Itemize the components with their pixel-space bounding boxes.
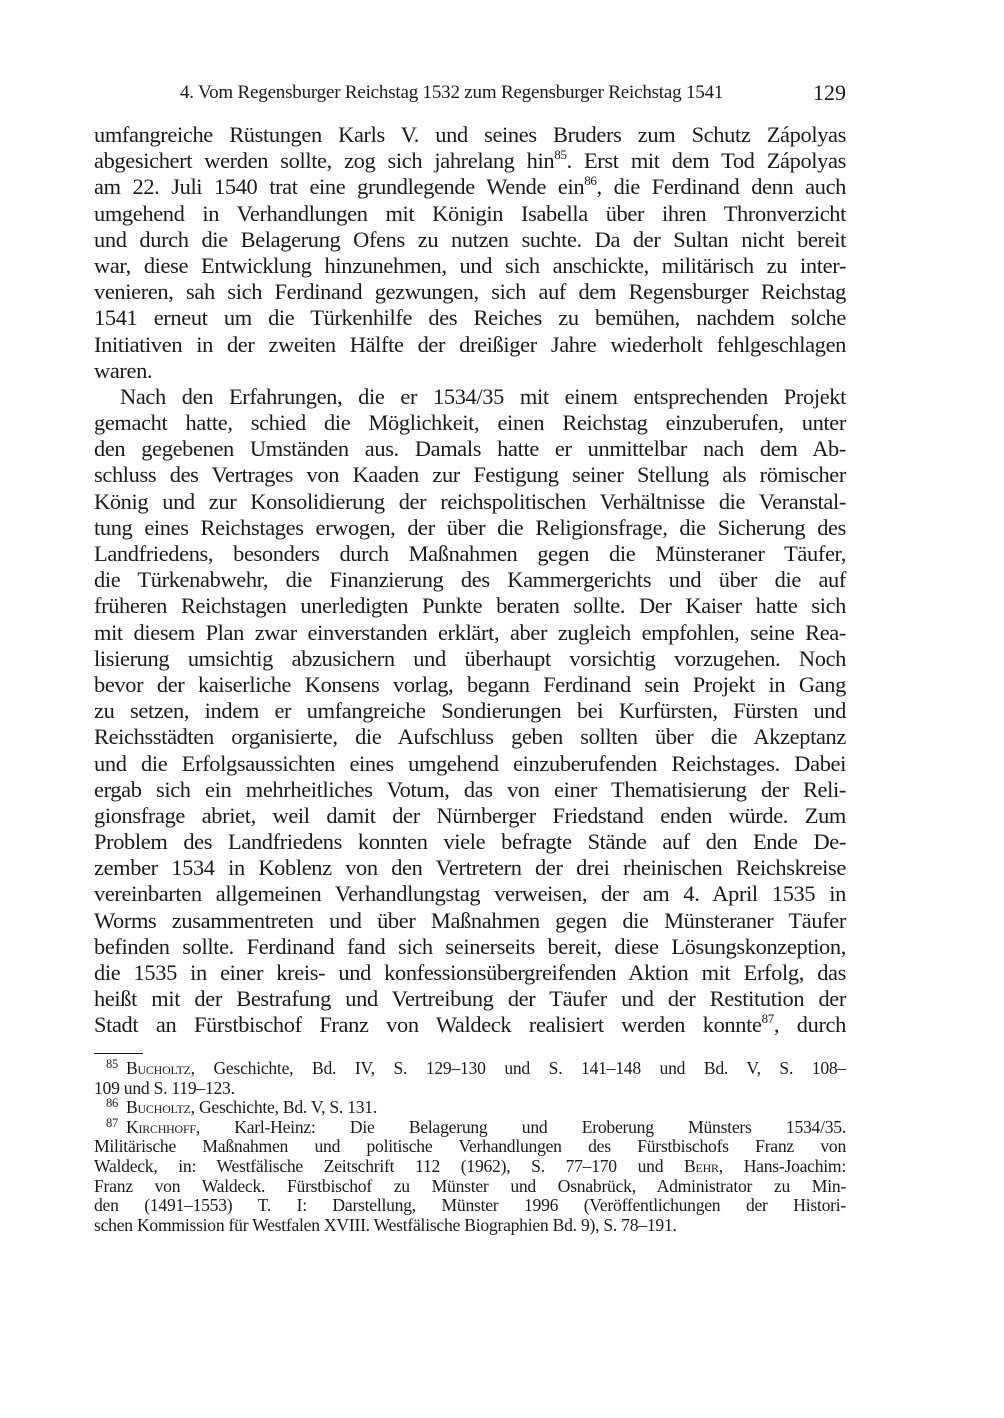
author-name: Bucholtz: [126, 1097, 191, 1118]
text-line: gionsfrage abriet, weil damit der Nürnberger Friedstand enden würde. Zum: [94, 802, 846, 828]
author-name: Bucholtz: [126, 1058, 191, 1078]
text-line: Landfriedens, besonders durch Maßnahmen gegen die Münsteraner Täufer,: [94, 541, 846, 566]
text-line: Nach den Erfahrungen, die er 1534/35 mit einem entsprechenden Projekt: [120, 383, 846, 409]
text-line: venieren, sah sich Ferdinand gezwungen, sich auf dem Regensburger Reichstag: [94, 279, 846, 305]
text-line: Reichsstädten organisierte, die Aufschluss geben sollten über die Akzeptanz: [94, 724, 846, 750]
footnote-86: $^{86}$ Bucholtz, Geschichte, Bd. V, S. 131.: [106, 1096, 378, 1118]
footnote-85: $^{85}$ Bucholtz, Geschichte, Bd. IV, S. 129–130 und S. 141–148 und Bd. V, S. 108–: [106, 1057, 846, 1078]
text-line: bevor der kaiserliche Konsens vorlag, begann Ferdinand sein Projekt in Gang: [94, 671, 846, 697]
footnote-number: 86: [106, 1096, 118, 1111]
footnote-ref-87[interactable]: 87: [761, 1011, 774, 1027]
text-line: mit diesem Plan zwar einverstanden erklärt, aber zugleich empfohlen, seine Rea-: [94, 619, 846, 645]
text-line: schluss des Vertrages von Kaaden zur Festigung seiner Stellung als römischer: [94, 462, 846, 488]
text-line: Initiativen in der zweiten Hälfte der dreißiger Jahre wiederholt fehlgeschlagen: [94, 331, 846, 357]
text-line: Problem des Landfriedens konnten viele befragte Stände auf den Ende De-: [94, 829, 846, 855]
footnote-line: Franz von Waldeck. Fürstbischof zu Münster und Osnabrück, Administrator zu Min-: [94, 1175, 846, 1196]
footnote-line: 109 und S. 119–123.: [94, 1077, 235, 1098]
text-line: und durch die Belagerung Ofens zu nutzen suchte. Da der Sultan nicht bereit: [94, 226, 846, 252]
text-line: die Türkenabwehr, die Finanzierung des Kammergerichts und über die auf: [94, 567, 846, 593]
text-line: am 22. Juli 1540 trat eine grundlegende Wende ein$^{86}$, die Ferdinand denn auch: [94, 173, 847, 200]
author-name: Kirchhoff: [126, 1116, 196, 1137]
footnote-divider: [94, 1053, 143, 1054]
text-line: ergab sich ein mehrheitliches Votum, das von einer Thematisierung der Reli-: [94, 776, 846, 802]
text-line: zu setzen, indem er umfangreiche Sondierungen bei Kurfürsten, Fürsten und: [94, 698, 846, 724]
text-line: befinden sollte. Ferdinand fand sich seinerseits bereit, diese Lösungskonzeption,: [94, 933, 846, 959]
text-line: umfangreiche Rüstungen Karls V. und seines Bruders zum Schutz Zápolyas: [94, 122, 846, 147]
text-line: den gegebenen Umständen aus. Damals hatte er unmittelbar nach dem Ab-: [94, 436, 846, 462]
author-name: Behr: [684, 1155, 719, 1176]
text-line: heißt mit der Bestrafung und Vertreibung der Täufer und der Restitution der: [94, 986, 846, 1012]
text-line: lisierung umsichtig abzusichern und überhaupt vorsichtig vorzugehen. Noch: [94, 645, 846, 671]
footnote-ref-86[interactable]: 86: [584, 173, 597, 189]
text-line: früheren Reichstagen unerledigten Punkte beraten sollte. Der Kaiser hatte sich: [94, 593, 846, 619]
footnote-87: $^{87}$ Kirchhoff, Karl-Heinz: Die Belagerung und Eroberung Münsters 1534/35.: [106, 1115, 846, 1137]
footnote-number: 87: [106, 1115, 118, 1130]
main-text: [94, 122, 846, 1039]
text-line: tung eines Reichstages erwogen, der über die Religionsfrage, die Sicherung des: [94, 514, 846, 540]
text-line: Stadt an Fürstbischof Franz von Waldeck realisiert werden konnte$^{87}$, durch: [94, 1011, 846, 1038]
running-head: [94, 80, 846, 108]
footnote-line: Waldeck, in: Westfälische Zeitschrift 112 (1962), S. 77–170 und Behr, Hans-Joachim:: [94, 1155, 846, 1176]
text-line: umgehend in Verhandlungen mit Königin Isabella über ihren Thronverzicht: [94, 200, 846, 226]
text-line: 1541 erneut um die Türkenhilfe des Reiches zu bemühen, nachdem solche: [94, 305, 846, 331]
page-number: 129: [813, 80, 846, 105]
text-line: gemacht hatte, schied die Möglichkeit, einen Reichstag einzuberufen, unter: [94, 410, 846, 436]
footnote-line: Militärische Maßnahmen und politische Verhandlungen des Fürstbischofs Franz von: [94, 1136, 846, 1157]
text-line: vereinbarten allgemeinen Verhandlungstag verweisen, der am 4. April 1535 in: [94, 881, 846, 907]
text-line: zember 1534 in Koblenz von den Vertretern der drei rheinischen Reichskreise: [94, 855, 846, 881]
footnote-line: den (1491–1553) T. I: Darstellung, Münster 1996 (Veröffentlichungen der Histori-: [94, 1195, 846, 1216]
text-line: Worms zusammentreten und über Maßnahmen gegen die Münsteraner Täufer: [94, 907, 846, 933]
text-line: König und zur Konsolidierung der reichspolitischen Verhältnisse die Veranstal-: [94, 488, 846, 514]
text-line: war, diese Entwicklung hinzunehmen, und sich anschickte, militärisch zu inter-: [94, 252, 846, 278]
footnote-number: 85: [106, 1057, 118, 1071]
text-line: waren.: [94, 357, 153, 383]
text-line: die 1535 in einer kreis- und konfessionsübergreifenden Aktion mit Erfolg, das: [94, 960, 846, 985]
text-line: abgesichert werden sollte, zog sich jahrelang hin$^{85}$. Erst mit dem Tod Zápolyas: [94, 147, 846, 174]
footnote-line: schen Kommission für Westfalen XVIII. Westfälische Biographien Bd. 9), S. 78–191.: [94, 1214, 677, 1235]
footnote-ref-85[interactable]: 85: [554, 147, 567, 163]
running-title: 4. Vom Regensburger Reichstag 1532 zum Regensburger Reichstag 1541: [180, 82, 724, 103]
footnotes: [94, 1059, 846, 1235]
text-line: und die Erfolgsaussichten eines umgehend einzuberufenden Reichstages. Dabei: [94, 750, 846, 776]
